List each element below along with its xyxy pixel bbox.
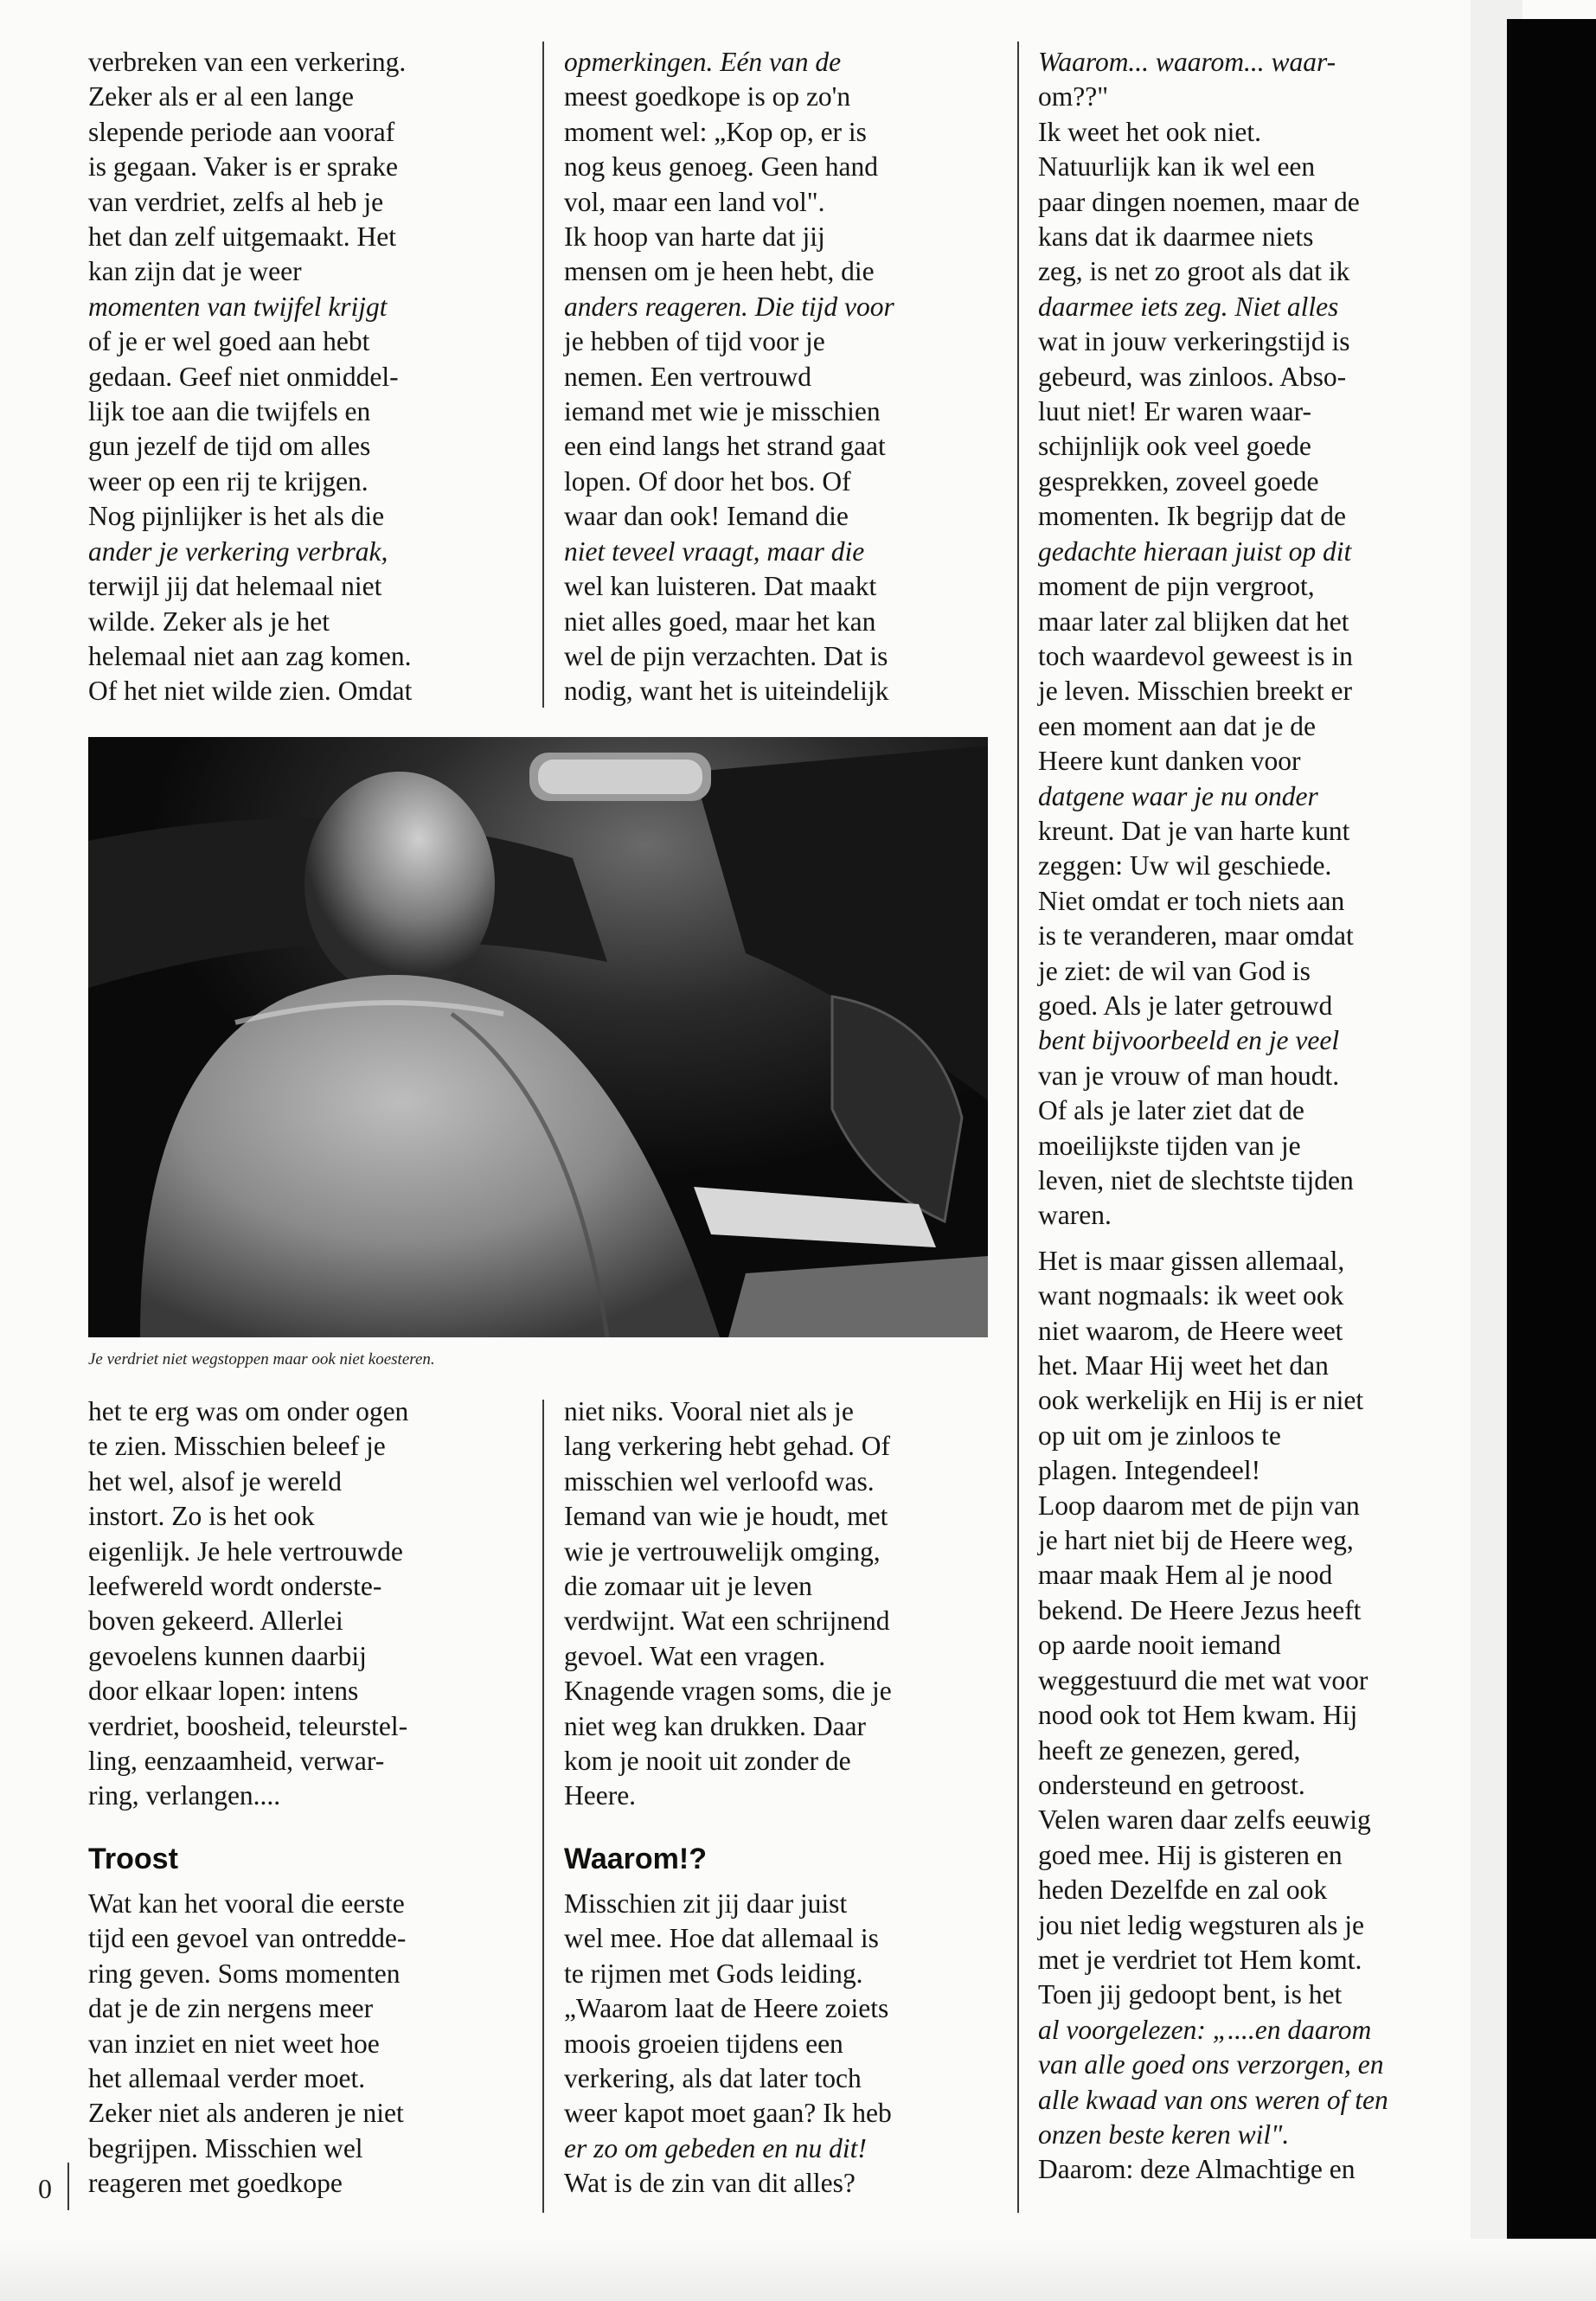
text-line: „Waarom laat de Heere zoiets: [564, 1993, 889, 2024]
text-line: iemand met wie je misschien: [564, 396, 881, 427]
text-line: waren.: [1038, 1200, 1112, 1231]
text-line: een eind langs het strand gaat: [564, 431, 886, 462]
text-line: ook werkelijk en Hij is er niet: [1038, 1385, 1364, 1416]
text-line: momenten. Ik begrijp dat de: [1038, 501, 1347, 532]
text-line: wat in jouw verkeringstijd is: [1038, 326, 1350, 357]
text-line: terwijl jij dat helemaal niet: [88, 571, 382, 602]
text-line: wel kan luisteren. Dat maakt: [564, 571, 877, 602]
text-line: je ziet: de wil van God is: [1038, 955, 1311, 986]
text-line: nodig, want het is uiteindelijk: [564, 676, 889, 707]
article-column-2-bottom: [564, 1394, 997, 2202]
text-line: op aarde nooit iemand: [1038, 1630, 1281, 1661]
text-line: van verdriet, zelfs al heb je: [88, 186, 384, 217]
text-line: kans dat ik daarmee niets: [1038, 221, 1314, 253]
text-line: het wel, alsof je wereld: [88, 1465, 343, 1497]
text-line: het te erg was om onder ogen: [88, 1396, 409, 1426]
text-line: of je er wel goed aan hebt: [88, 326, 370, 357]
text-line: Toen jij gedoopt bent, is het: [1038, 1979, 1343, 2010]
text-line: momenten van twijfel krijgt: [88, 291, 388, 322]
text-line: gesprekken, zoveel goede: [1038, 465, 1319, 497]
text-line: weggestuurd die met wat voor: [1038, 1664, 1368, 1695]
text-line: door elkaar lopen: intens: [88, 1676, 359, 1707]
text-line: nemen. Een vertrouwd: [564, 361, 812, 392]
text-line: jou niet ledig wegsturen als je: [1038, 1909, 1365, 1940]
text-line: ling, eenzaamheid, verwar-: [88, 1746, 385, 1777]
text-line: die zomaar uit je leven: [564, 1571, 812, 1602]
text-line: zeggen: Uw wil geschiede.: [1038, 850, 1332, 881]
text-line: Ik weet het ook niet.: [1038, 116, 1262, 147]
text-line: slepende periode aan vooraf: [88, 116, 395, 147]
text-line: op uit om je zinloos te: [1038, 1420, 1281, 1451]
text-line: anders reageren. Die tijd voor: [564, 291, 894, 322]
text-line: Of als je later ziet dat de: [1038, 1095, 1304, 1126]
text-line: het dan zelf uitgemaakt. Het: [88, 221, 396, 253]
text-line: Waarom... waarom... waar-: [1038, 47, 1336, 77]
page-number: 0: [38, 2173, 52, 2204]
text-line: je leven. Misschien breekt er: [1038, 676, 1352, 707]
text-line: Of het niet wilde zien. Omdat: [88, 676, 413, 707]
text-line: luut niet! Er waren waar-: [1038, 396, 1311, 427]
text-line: lopen. Of door het bos. Of: [564, 465, 851, 497]
text-line: Misschien zit jij daar juist: [564, 1888, 848, 1919]
text-line: bekend. De Heere Jezus heeft: [1038, 1594, 1362, 1625]
text-line: is gegaan. Vaker is er sprake: [88, 151, 399, 183]
text-line: verkering, als dat later toch: [564, 2062, 862, 2093]
text-line: mensen om je heen hebt, die: [564, 256, 875, 287]
article-photo: [88, 737, 988, 1337]
text-line: Zeker als er al een lange: [88, 81, 354, 112]
text-line: eigenlijk. Je hele vertrouwde: [88, 1535, 403, 1567]
text-line: is te veranderen, maar omdat: [1038, 920, 1354, 952]
text-line: Niet omdat er toch niets aan: [1038, 885, 1345, 916]
text-line: heden Dezelfde en zal ook: [1038, 1875, 1328, 1906]
text-line: Nog pijnlijker is het als die: [88, 501, 385, 532]
text-line: wie je vertrouwelijk omging,: [564, 1535, 881, 1567]
text-line: helemaal niet aan zag komen.: [88, 640, 412, 671]
text-line: want nogmaals: ik weet ook: [1038, 1280, 1344, 1311]
text-line: niet niks. Vooral niet als je: [564, 1396, 854, 1426]
text-line: je hebben of tijd voor je: [564, 326, 825, 357]
text-line: bent bijvoorbeeld en je veel: [1038, 1025, 1340, 1056]
column-rule-2: [1017, 42, 1019, 2213]
text-line: begrijpen. Misschien wel: [88, 2132, 363, 2163]
text-line: wel de pijn verzachten. Dat is: [564, 640, 888, 671]
text-line: boven gekeerd. Allerlei: [88, 1606, 343, 1637]
text-line: onzen beste keren wil".: [1038, 2118, 1290, 2150]
text-line: maar later zal blijken dat het: [1038, 606, 1349, 637]
article-column-1-top: [88, 45, 521, 709]
text-line: niet weg kan drukken. Daar: [564, 1710, 866, 1741]
text-line: datgene waar je nu onder: [1038, 780, 1318, 811]
text-line: toch waardevol geweest is in: [1038, 640, 1353, 671]
text-line: kan zijn dat je weer: [88, 256, 302, 287]
text-line: Velen waren daar zelfs eeuwig: [1038, 1804, 1371, 1836]
text-line: Loop daarom met de pijn van: [1038, 1490, 1360, 1521]
text-line: niet teveel vraagt, maar die: [564, 535, 865, 567]
section-heading: Waarom!?: [564, 1842, 707, 1875]
text-line: dat je de zin nergens meer: [88, 1993, 374, 2024]
text-line: verdwijnt. Wat een schrijnend: [564, 1606, 890, 1637]
text-line: moeilijkste tijden van je: [1038, 1130, 1301, 1161]
text-line: verdriet, boosheid, teleurstel-: [88, 1710, 408, 1741]
text-line: het. Maar Hij weet het dan: [1038, 1350, 1329, 1381]
text-line: met je verdriet tot Hem komt.: [1038, 1944, 1362, 1975]
text-line: misschien wel verloofd was.: [564, 1465, 875, 1497]
text-line: je hart niet bij de Heere weg,: [1038, 1525, 1354, 1556]
text-line: nog keus genoeg. Geen hand: [564, 151, 879, 183]
text-line: ring geven. Soms momenten: [88, 1958, 401, 1989]
text-line: gevoelens kunnen daarbij: [88, 1640, 367, 1671]
text-line: ander je verkering verbrak,: [88, 535, 388, 567]
column-rule-1-top: [542, 42, 544, 708]
text-line: gedachte hieraan juist op dit: [1038, 535, 1352, 567]
text-line: waar dan ook! Iemand die: [564, 501, 849, 532]
text-line: reageren met goedkope: [88, 2168, 343, 2199]
text-line: Zeker niet als anderen je niet: [88, 2098, 404, 2129]
text-line: ondersteund en getroost.: [1038, 1769, 1305, 1800]
text-line: opmerkingen. Eén van de: [564, 47, 842, 77]
text-line: kom je nooit uit zonder de: [564, 1746, 851, 1777]
text-line: te zien. Misschien beleef je: [88, 1431, 386, 1462]
text-line: gedaan. Geef niet onmiddel-: [88, 361, 399, 392]
text-line: maar maak Hem al je nood: [1038, 1560, 1333, 1591]
text-line: een moment aan dat je de: [1038, 710, 1316, 741]
text-line: moois groeien tijdens een: [564, 2028, 843, 2059]
text-line: om??": [1038, 81, 1109, 112]
text-line: Heere.: [564, 1780, 637, 1811]
text-line: Knagende vragen soms, die je: [564, 1676, 892, 1707]
text-line: Daarom: deze Almachtige en: [1038, 2154, 1356, 2185]
article-column-2-top: [564, 45, 997, 709]
page-bottom-margin: [0, 2239, 1596, 2301]
text-line: niet alles goed, maar het kan: [564, 606, 876, 637]
text-line: heeft ze genezen, gered,: [1038, 1734, 1301, 1766]
text-line: daarmee iets zeg. Niet alles: [1038, 291, 1339, 322]
article-column-1-bottom: [88, 1394, 521, 2202]
text-line: Wat kan het vooral die eerste: [88, 1888, 405, 1919]
text-line: meest goedkope is op zo'n: [564, 81, 851, 112]
text-line: Wat is de zin van dit alles?: [564, 2168, 856, 2199]
text-line: instort. Zo is het ook: [88, 1501, 315, 1532]
text-line: er zo om gebeden en nu dit!: [564, 2132, 867, 2163]
text-line: nood ook tot Hem kwam. Hij: [1038, 1700, 1358, 1731]
text-line: lijk toe aan die twijfels en: [88, 396, 371, 427]
text-line: paar dingen noemen, maar de: [1038, 186, 1360, 217]
text-line: al voorgelezen: „....en daarom: [1038, 2014, 1372, 2045]
text-line: gun jezelf de tijd om alles: [88, 431, 371, 462]
text-line: niet waarom, de Heere weet: [1038, 1315, 1343, 1346]
text-line: Ik hoop van harte dat jij: [564, 221, 825, 253]
text-line: gevoel. Wat een vragen.: [564, 1640, 826, 1671]
text-line: plagen. Integendeel!: [1038, 1455, 1261, 1486]
section-heading: Troost: [88, 1842, 178, 1875]
text-line: van alle goed ons verzorgen, en: [1038, 2049, 1384, 2080]
text-line: zeg, is net zo groot als dat ik: [1038, 256, 1350, 287]
text-line: Iemand van wie je houdt, met: [564, 1501, 888, 1532]
text-line: verbreken van een verkering.: [88, 47, 407, 77]
text-line: van je vrouw of man houdt.: [1038, 1060, 1340, 1091]
text-line: het allemaal verder moet.: [88, 2062, 366, 2093]
text-line: moment de pijn vergroot,: [1038, 571, 1315, 602]
text-line: wel mee. Hoe dat allemaal is: [564, 1923, 879, 1954]
text-line: Heere kunt danken voor: [1038, 746, 1301, 777]
text-line: van inziet en niet weet hoe: [88, 2028, 380, 2059]
text-line: Natuurlijk kan ik wel een: [1038, 151, 1316, 183]
page-number-rule: [67, 2163, 69, 2210]
text-line: tijd een gevoel van ontredde-: [88, 1923, 407, 1954]
text-line: wilde. Zeker als je het: [88, 606, 330, 637]
text-line: schijnlijk ook veel goede: [1038, 431, 1311, 462]
text-line: gebeurd, was zinloos. Abso-: [1038, 361, 1347, 392]
text-line: weer op een rij te krijgen.: [88, 465, 369, 497]
column-rule-1-bottom: [542, 1400, 544, 2213]
text-line: ring, verlangen....: [88, 1780, 281, 1811]
text-line: leefwereld wordt onderste-: [88, 1571, 382, 1602]
person-in-car-photo: [88, 737, 988, 1337]
text-line: moment wel: „Kop op, er is: [564, 116, 867, 147]
text-line: leven, niet de slechtste tijden: [1038, 1165, 1354, 1195]
text-line: te rijmen met Gods leiding.: [564, 1958, 863, 1989]
text-line: Het is maar gissen allemaal,: [1038, 1245, 1345, 1276]
photo-caption: Je verdriet niet wegstoppen maar ook niet koesteren.: [88, 1350, 435, 1368]
page-edge-dark-strip: [1507, 19, 1596, 2301]
text-line: weer kapot moet gaan? Ik heb: [564, 2098, 892, 2129]
text-line: vol, maar een land vol".: [564, 186, 825, 217]
text-line: lang verkering hebt gehad. Of: [564, 1431, 890, 1462]
text-line: kreunt. Dat je van harte kunt: [1038, 815, 1350, 846]
text-line: goed. Als je later getrouwd: [1038, 990, 1333, 1021]
text-line: goed mee. Hij is gisteren en: [1038, 1839, 1343, 1870]
article-column-3: [1038, 45, 1471, 2188]
text-line: alle kwaad van ons weren of ten: [1038, 2084, 1388, 2115]
